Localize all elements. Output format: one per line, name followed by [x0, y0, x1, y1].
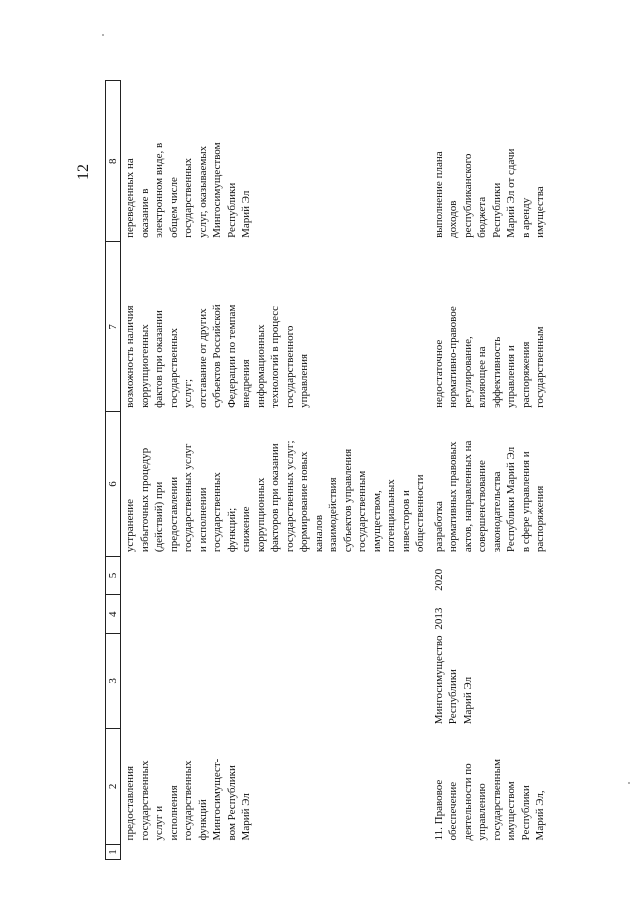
scan-speck	[628, 782, 630, 784]
row2-col-4: 2013	[432, 607, 445, 630]
row2-col-7: недостаточное нормативно-правовое регулирование, влияющее на эффективность управления и распоряжения государственным	[432, 306, 546, 408]
header-col-8: 8	[106, 81, 121, 242]
header-col-6: 6	[106, 412, 121, 556]
header-col-1: 1	[106, 844, 121, 859]
row2-col-5: 2020	[432, 568, 445, 591]
header-row	[106, 81, 121, 860]
row1-col-3	[121, 634, 430, 729]
header-col-7: 7	[106, 242, 121, 412]
row1-col-2: предоставления государственных услуг и исполнения государственных функций Мингосимущест- вом Республики Марий Эл	[124, 758, 252, 841]
row2-col-1	[430, 844, 574, 859]
row1-col-5	[121, 556, 430, 595]
header-col-3: 3	[106, 634, 121, 729]
row2-col-6: разработка нормативных правовых актов, направленных на совершенствование законодательства Республики Марий Эл в сфере управления и распоряжения	[432, 440, 546, 553]
header-col-4: 4	[106, 595, 121, 634]
scan-speck	[102, 34, 104, 36]
row1-col-7: возможность наличия коррупциогенных фактов при оказании государственных услуг; отставание от других субъектов Российской Федерации по темпам внедрения информационных технологий в процесс государственного управления	[124, 304, 310, 408]
header-col-2: 2	[106, 728, 121, 844]
row2-col-2: 11. Правовое обеспечение деятельности по управлению государственным имуществом Республики Марий Эл,	[432, 759, 546, 841]
program-table	[105, 80, 574, 860]
page-number: 12	[75, 164, 92, 180]
row2-col-8: выполнение плана доходов республиканского бюджета Республики Марий Эл от сдачи в аренду имущества	[432, 148, 546, 238]
row1-col-8: переведенных на оказание в электронном виде, в общем числе государственных услуг, оказываемых Мингосимуществом Республики Марий Эл	[124, 142, 252, 238]
row2-col-3: Мингосимущество Республики Марий Эл	[432, 635, 474, 725]
rotated-table-area	[75, 40, 605, 860]
row1-col-6: устранение избыточных процедур (действий) при предоставлении государственных услуг и исполнении государственных функций; снижение коррупционных факторов при оказании государственных услуг; формирование новых каналов взаимодействия субъектов управления государственным имуществом, потенциальных инвесторов и общественности	[124, 440, 426, 553]
header-col-5: 5	[106, 556, 121, 595]
row1-col-1	[121, 844, 430, 859]
row1-col-4	[121, 595, 430, 634]
table-row	[121, 81, 430, 860]
table-row	[430, 81, 574, 860]
